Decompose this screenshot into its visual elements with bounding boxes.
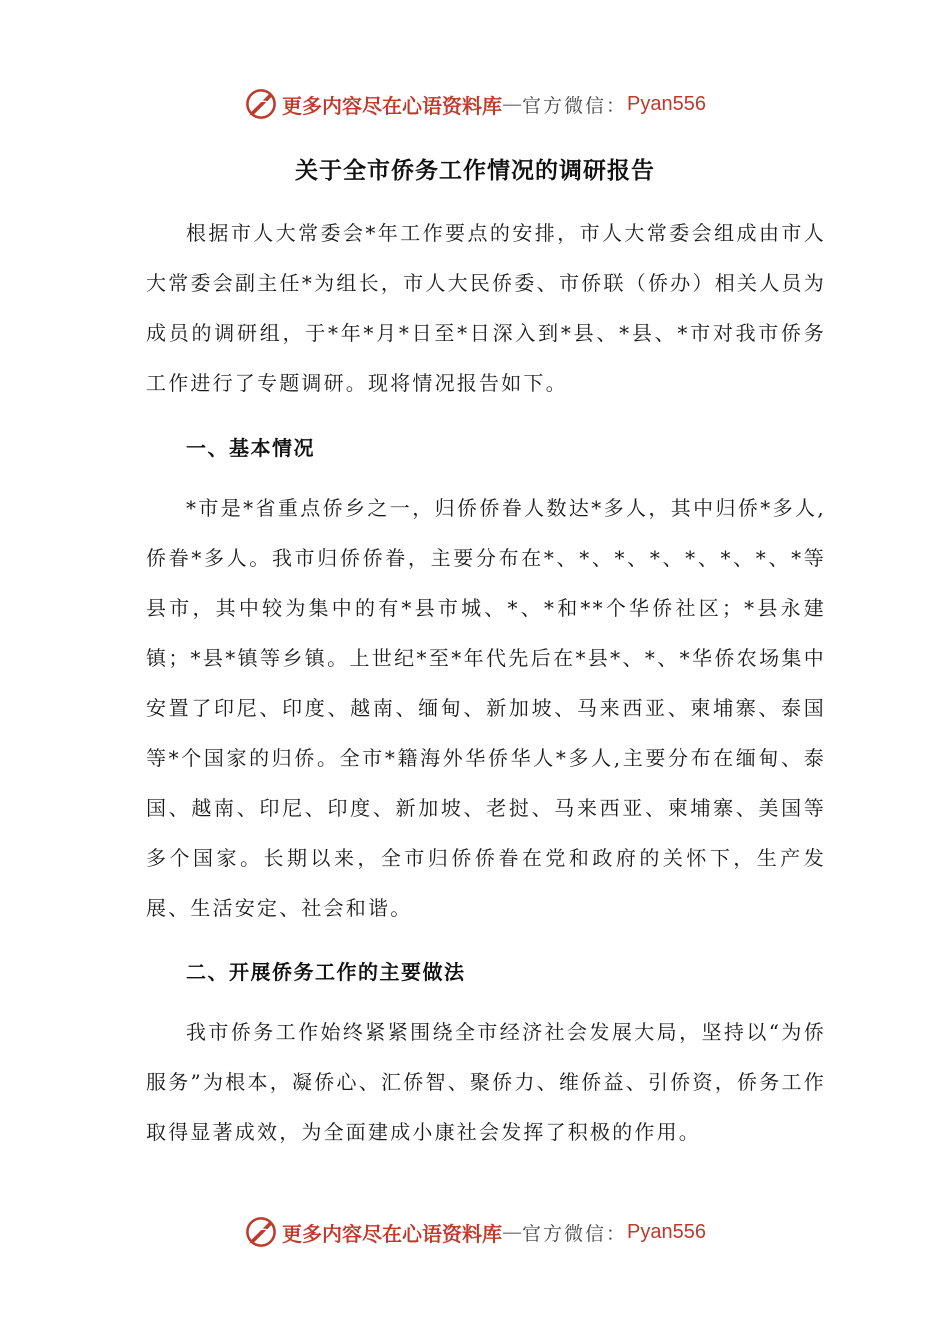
banner-wechat-id: Pyan556 [627, 1220, 706, 1243]
banner-slogan: 更多内容尽在心语资料库 [282, 93, 502, 118]
banner-slogan: 更多内容尽在心语资料库 [282, 1221, 502, 1246]
banner-wechat-id: Pyan556 [627, 92, 706, 115]
section-basic-paragraph: *市是*省重点侨乡之一，归侨侨眷人数达*多人，其中归侨*多人,侨眷*多人。我市归侨侨眷，主要分布在*、*、*、*、*、*、*、*等县市，其中较为集中的有*县市城、*、*和**个华侨社区；*县永建镇；*县*镇等乡镇。上世纪*至*年代先后在*县*、*、*华侨农场集中安置了印尼、印度、越南、缅甸、新加坡、马来西亚、柬埔寨、泰国等*个国家的归侨。全市*籍海外华侨华人*多人,主要分布在缅甸、泰国、越南、印尼、印度、新加坡、老挝、马来西亚、柬埔寨、美国等多个国家。长期以来，全市归侨侨眷在党和政府的关怀下，生产发展、生活安定、社会和谐。 [146, 496, 826, 920]
intro-paragraph: 根据市人大常委会*年工作要点的安排，市人大常委会组成由市人大常委会副主任*为组长，市人大民侨委、市侨联（侨办）相关人员为成员的调研组，于*年*月*日至*日深入到*县、*县、*市对我市侨务工作进行了专题调研。现将情况报告如下。 [146, 221, 826, 395]
section-practices-paragraph: 我市侨务工作始终紧紧围绕全市经济社会发展大局，坚持以“为侨服务”为根本，凝侨心、汇侨智、聚侨力、维侨益、引侨资，侨务工作取得显著成效，为全面建成小康社会发挥了积极的作用。 [146, 1020, 826, 1144]
banner-separator: — [502, 92, 522, 116]
document-title: 关于全市侨务工作情况的调研报告 [295, 158, 655, 184]
banner-wechat-label: 官方微信： [522, 1222, 628, 1245]
section-heading-practices: 二、开展侨务工作的主要做法 [186, 960, 466, 984]
pen-nib-logo-icon [244, 87, 278, 121]
banner-separator: — [502, 1220, 522, 1244]
banner-wechat-label: 官方微信： [522, 94, 628, 117]
pen-nib-logo-icon [244, 1215, 278, 1249]
footer-banner [0, 1212, 950, 1252]
section-heading-basic: 一、基本情况 [186, 436, 315, 460]
header-banner [0, 84, 950, 124]
